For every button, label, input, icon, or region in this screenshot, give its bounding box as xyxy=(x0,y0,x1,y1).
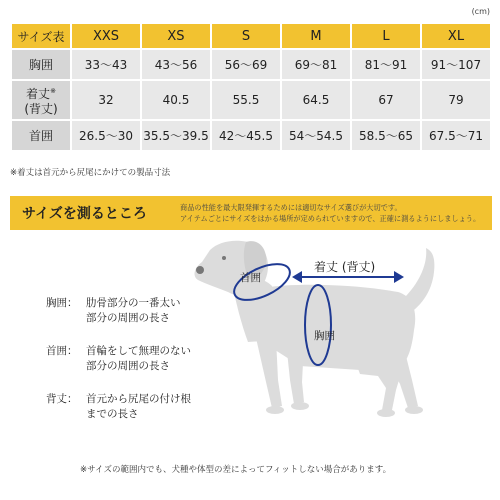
desc-length-key: 背丈： xyxy=(46,393,78,405)
measure-banner xyxy=(10,196,492,230)
desc-neck-line2: 部分の周囲の長さ xyxy=(86,360,170,372)
desc-chest-key: 胸囲： xyxy=(46,297,78,309)
table-cell: 67.5〜71 xyxy=(422,121,490,150)
table-cell: 91〜107 xyxy=(422,50,490,79)
table-cell: 56〜69 xyxy=(212,50,280,79)
row-label-length-sub: (背丈) xyxy=(24,101,58,116)
dog-nose xyxy=(196,266,204,274)
table-row-neck xyxy=(12,121,490,150)
table-cell: 42〜45.5 xyxy=(212,121,280,150)
table-row-length xyxy=(12,81,490,119)
desc-chest xyxy=(46,296,181,326)
size-xl: XL xyxy=(422,24,490,48)
desc-length xyxy=(46,392,191,422)
row-label-length xyxy=(12,81,70,119)
size-xxs: XXS xyxy=(72,24,140,48)
desc-neck xyxy=(46,344,191,374)
table-cell: 54〜54.5 xyxy=(282,121,350,150)
measure-title: サイズを測るところ xyxy=(22,206,147,222)
size-table-title: サイズ表 xyxy=(12,24,70,48)
table-cell: 26.5〜30 xyxy=(72,121,140,150)
table-cell: 79 xyxy=(422,81,490,119)
table-cell: 69〜81 xyxy=(282,50,350,79)
measure-note xyxy=(180,202,485,224)
table-cell: 67 xyxy=(352,81,420,119)
size-m: M xyxy=(282,24,350,48)
size-s: S xyxy=(212,24,280,48)
desc-neck-line1: 首輪をして無理のない xyxy=(86,345,191,357)
measure-note-line1: 商品の性能を最大限発揮するためには適切なサイズ選びが大切です。 xyxy=(180,203,402,212)
measure-note-line2: アイテムごとにサイズをはかる場所が定められていますので、正確に測るようにしましょう。 xyxy=(180,214,481,223)
size-xs: XS xyxy=(142,24,210,48)
row-label-neck: 首囲 xyxy=(12,121,70,150)
length-note: ※着丈は首元から尻尾にかけての製品寸法 xyxy=(10,168,171,178)
size-l: L xyxy=(352,24,420,48)
table-cell: 32 xyxy=(72,81,140,119)
desc-length-line1: 首元から尻尾の付け根 xyxy=(86,393,191,405)
length-label: 着丈 (背丈) xyxy=(314,260,376,274)
dog-eye xyxy=(222,256,226,260)
table-cell: 33〜43 xyxy=(72,50,140,79)
desc-neck-key: 首囲： xyxy=(46,345,78,357)
row-label-length-main: 着丈 xyxy=(26,86,51,101)
length-arrow-right xyxy=(394,271,404,283)
footer-note: ※サイズの範囲内でも、犬種や体型の差によってフィットしない場合があります。 xyxy=(80,465,392,475)
neck-label: 首囲 xyxy=(240,272,261,284)
table-cell: 55.5 xyxy=(212,81,280,119)
table-cell: 43〜56 xyxy=(142,50,210,79)
size-table xyxy=(10,22,492,152)
table-cell: 58.5〜65 xyxy=(352,121,420,150)
measurement-diagram xyxy=(0,230,500,470)
unit-label: (cm) xyxy=(471,7,490,16)
table-row-chest xyxy=(12,50,490,79)
desc-chest-line1: 肋骨部分の一番太い xyxy=(86,297,181,309)
table-cell: 35.5〜39.5 xyxy=(142,121,210,150)
table-cell: 40.5 xyxy=(142,81,210,119)
size-table-header xyxy=(12,24,490,48)
desc-chest-line2: 部分の周囲の長さ xyxy=(86,312,170,324)
row-label-length-mark: ※ xyxy=(50,86,56,95)
length-arrow-left xyxy=(292,271,302,283)
table-cell: 64.5 xyxy=(282,81,350,119)
row-label-chest: 胸囲 xyxy=(12,50,70,79)
chest-label: 胸囲 xyxy=(314,330,335,342)
desc-length-line2: までの長さ xyxy=(86,408,139,420)
table-cell: 81〜91 xyxy=(352,50,420,79)
